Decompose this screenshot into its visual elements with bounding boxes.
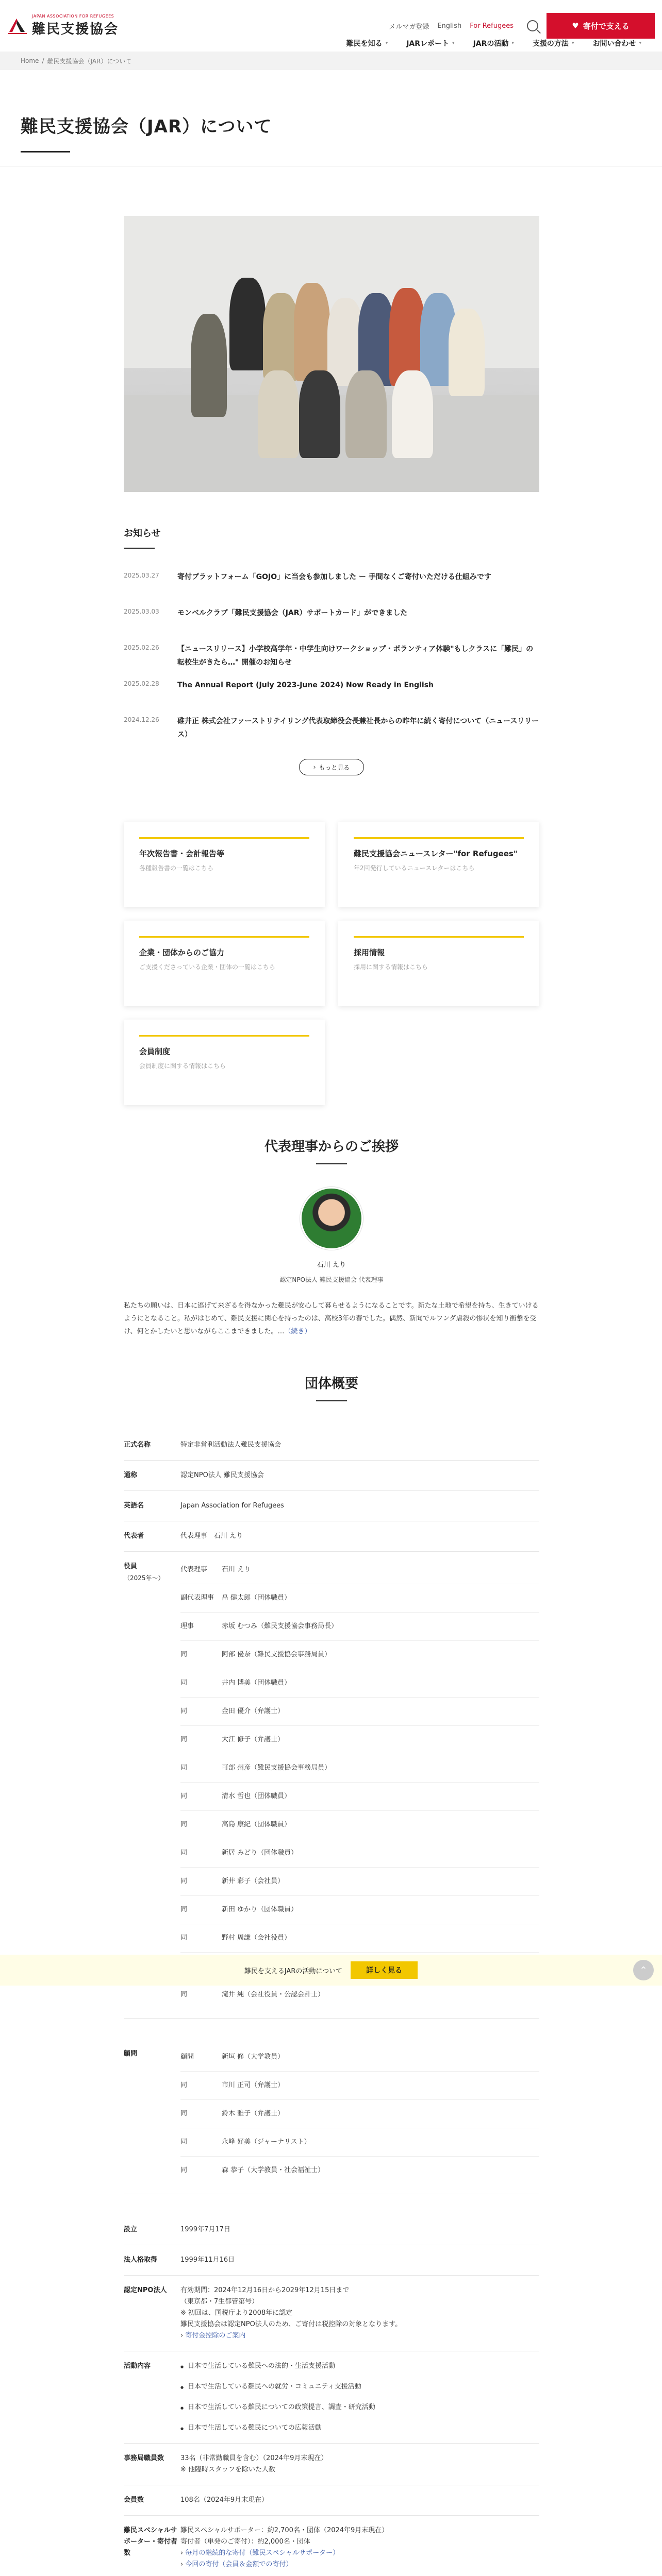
table-row [124, 1430, 539, 1461]
table-row [180, 1584, 539, 1613]
person-name: 可部 州彦（難民支援協会事務局員） [222, 1764, 332, 1772]
person-role: 同 [180, 1821, 188, 1828]
card-corporate[interactable] [124, 921, 325, 1006]
heart-icon: ♥ [572, 21, 579, 30]
news-title[interactable]: 寄付プラットフォーム「GOJO」に当会も参加しました ー 手間なくご寄付いただける仕組みです [177, 573, 491, 581]
nav-item-contact[interactable]: お問い合わせ ▾ [583, 35, 651, 52]
news-heading-underline [124, 548, 155, 549]
row-value-line: 難民支援協会は認定NPO法人のため、ご寄付は税控除の対象となります。 [180, 2320, 402, 2328]
card-title: 採用情報 [354, 948, 385, 957]
person-role: 同 [180, 1707, 188, 1715]
news-list [124, 566, 539, 747]
table-row [180, 2043, 539, 2072]
person-role: 同 [180, 1849, 188, 1857]
greeting-heading-underline [316, 1163, 347, 1164]
card-desc: 採用に関する情報はこちら [354, 963, 428, 971]
table-row [180, 1669, 539, 1698]
card-accent-line [139, 837, 309, 839]
person-role: 同 [180, 1736, 188, 1743]
row-value-line: ※ 初回は、国税庁より2008年に認定 [180, 2309, 293, 2317]
monthly-donation-link[interactable]: 毎月の継続的な寄付（難民スペシャルサポーター） [185, 2549, 340, 2557]
row-key: 代表者 [124, 1532, 144, 1540]
donate-label: 寄付で支える [583, 21, 630, 31]
row-value: 108名（2024年9月末現在） [180, 2496, 269, 2504]
person-name: 永峰 好美（ジャーナリスト） [222, 2138, 311, 2146]
table-row [180, 1783, 539, 1811]
banner-button[interactable]: 詳しく見る [351, 1961, 418, 1979]
table-row [124, 2485, 539, 2516]
search-icon[interactable] [527, 20, 538, 31]
chevron-up-icon[interactable]: ⌃ [633, 1960, 654, 1980]
person-role: 同 [180, 1792, 188, 1800]
table-row [124, 2444, 539, 2485]
person-name: 新井 彩子（会社員） [222, 1877, 285, 1885]
news-item[interactable] [124, 566, 539, 602]
row-key: 通称 [124, 1471, 138, 1479]
person-name: 金田 優介（弁護士） [222, 1707, 285, 1715]
row-key: 難民スペシャルサポーター・寄付者数 [124, 2527, 178, 2557]
person-name: 阿部 優奈（難民支援協会事務局員） [222, 1651, 332, 1658]
list-item: ● 日本で生活している難民についての広報活動 [180, 2422, 539, 2434]
row-key: 英語名 [124, 1502, 144, 1510]
table-row [124, 2276, 539, 2351]
overview-heading-underline [316, 1400, 347, 1401]
banner-text: 難民を支えるJARの活動について [244, 1967, 343, 1975]
row-key: 設立 [124, 2226, 138, 2233]
person-role: 同 [180, 2110, 188, 2117]
row-key: 活動内容 [124, 2362, 151, 2370]
news-date: 2025.02.26 [124, 644, 159, 651]
news-item[interactable] [124, 602, 539, 638]
row-value-line: （東京都・7生都管第号） [180, 2298, 259, 2306]
greeting-text [124, 1299, 539, 1338]
arrow-icon: › [180, 2561, 184, 2568]
news-date: 2025.02.28 [124, 680, 159, 687]
greeting-heading: 代表理事からのご挨拶 [264, 1139, 399, 1155]
person-name: 新垣 修（大学教員） [222, 2053, 285, 2061]
table-row [180, 1868, 539, 1896]
news-title[interactable]: 【ニュースリリース】小学校高学年・中学生向けワークショップ・ボランティア体験"もしクラスに「難民」の転校生がきたら…" 開催のお知らせ [177, 645, 534, 667]
list-item: ● 日本で生活している難民への法的・生活支援活動 [180, 2361, 539, 2372]
table-row [124, 2245, 539, 2276]
person-name: 清水 哲也（団体職員） [222, 1792, 291, 1800]
chevron-right-icon: › [313, 764, 316, 771]
news-heading: お知らせ [124, 528, 161, 539]
person-name: 新田 ゆかり（団体職員） [222, 1906, 298, 1913]
table-row [180, 1641, 539, 1669]
arrow-icon: › [180, 2549, 184, 2557]
sticky-banner [0, 1955, 662, 1986]
news-date: 2025.03.03 [124, 608, 159, 615]
english-link[interactable]: English [437, 22, 462, 30]
tax-deduction-link[interactable]: 寄付金控除のご案内 [185, 2332, 246, 2340]
person-role: 同 [180, 1679, 188, 1687]
breadcrumb-separator: / [42, 57, 44, 64]
card-accent-line [354, 936, 524, 938]
row-key-sub: （2025年〜） [124, 1574, 164, 1582]
table-row-officers [124, 1552, 539, 2019]
card-accent-line [139, 936, 309, 938]
news-date: 2024.12.26 [124, 716, 159, 723]
person-name: 鈴木 雅子（弁護士） [222, 2110, 285, 2117]
table-row [124, 1521, 539, 1552]
row-value-line: 難民スペシャルサポーター：約2,700名・団体（2024年9月末現在） [180, 2527, 389, 2534]
row-value: 代表理事 石川 えり [180, 1532, 243, 1540]
advisors-list [180, 2043, 539, 2184]
nav-item-activities[interactable]: JARの活動 ▾ [464, 35, 523, 52]
row-value: 特定非営利活動法人難民支援協会 [180, 1441, 282, 1449]
row-value: 1999年11月16日 [180, 2256, 235, 2264]
representative-name: 石川 えり [317, 1261, 346, 1269]
card-accent-line [139, 1035, 309, 1037]
person-name: 森 恭子（大学教員・社会福祉士） [222, 2166, 325, 2174]
person-name: 高島 康紀（団体職員） [222, 1821, 291, 1828]
card-title: 会員制度 [139, 1047, 171, 1056]
row-value: 認定NPO法人 難民支援協会 [180, 1471, 264, 1479]
row-key: 事務局職員数 [124, 2454, 164, 2462]
officers-list [180, 1556, 539, 2009]
overview-table [124, 1430, 539, 2576]
card-annual-report[interactable] [124, 822, 325, 907]
for-refugees-link[interactable]: For Refugees [470, 22, 514, 30]
person-role: 同 [180, 1991, 188, 1998]
table-row [124, 1491, 539, 1521]
main-nav [337, 35, 651, 52]
row-value-line: 33名（非常勤職員を含む）（2024年9月末現在） [180, 2454, 328, 2462]
table-row [180, 1613, 539, 1641]
card-title: 年次報告書・会計報告等 [139, 849, 225, 858]
logo[interactable] [7, 14, 119, 38]
person-role: 同 [180, 2166, 188, 2174]
table-row [180, 1811, 539, 1839]
news-item[interactable] [124, 674, 539, 710]
card-newsletter[interactable] [338, 822, 539, 907]
person-role: 顧問 [180, 2053, 194, 2061]
card-membership[interactable] [124, 1020, 325, 1105]
title-underline [21, 151, 70, 152]
nav-item-learn[interactable]: 難民を知る ▾ [337, 35, 398, 52]
representative-role: 認定NPO法人 難民支援協会 代表理事 [279, 1276, 384, 1283]
card-recruit[interactable] [338, 921, 539, 1006]
person-name: 大江 修子（弁護士） [222, 1736, 285, 1743]
newsletter-link[interactable]: メルマガ登録 [389, 23, 429, 31]
person-role: 同 [180, 1934, 188, 1942]
card-title: 企業・団体からのご協力 [139, 948, 225, 957]
news-title[interactable]: 碓井正 株式会社ファーストリテイリング代表取締役会長兼社長からの昨年に続く寄付について（ニュースリリース） [177, 717, 539, 739]
breadcrumb-current: 難民支援協会（JAR）について [47, 57, 132, 65]
news-item[interactable] [124, 638, 539, 674]
table-row [180, 2072, 539, 2100]
activities-list [180, 2361, 539, 2434]
more-news-label: もっと見る [319, 764, 350, 771]
card-desc: ご支援くださっている企業・団体の一覧はこちら [139, 963, 276, 971]
table-row [180, 1924, 539, 1953]
table-row [124, 2516, 539, 2576]
table-row-advisors [124, 2039, 539, 2194]
news-title[interactable]: モンベルクラブ「難民支援協会（JAR）サポートカード」ができました [177, 609, 408, 617]
overview-heading: 団体概要 [304, 1376, 358, 1392]
list-item: ● 日本で生活している難民についての政策提言、調査・研究活動 [180, 2402, 539, 2413]
table-row [180, 1754, 539, 1783]
table-row [124, 1461, 539, 1491]
person-name: 野村 周謙（会社役員） [222, 1934, 291, 1942]
table-row [124, 2215, 539, 2245]
table-row [180, 2128, 539, 2157]
logo-title: 難民支援協会 [32, 22, 119, 37]
card-desc: 各種報告書の一覧はこちら [139, 865, 214, 872]
row-key: 認定NPO法人 [124, 2286, 167, 2294]
one-time-donation-link[interactable]: 今回の寄付（会員＆金額での寄付） [185, 2561, 293, 2568]
row-value-line: ※ 他臨時スタッフを除いた人数 [180, 2466, 276, 2473]
person-name: 市川 正司（弁護士） [222, 2081, 285, 2089]
person-role: 同 [180, 1651, 188, 1658]
card-title: 難民支援協会ニュースレター"for Refugees" [354, 849, 518, 858]
group-photo [124, 216, 539, 492]
person-role: 同 [180, 1906, 188, 1913]
person-role: 理事 [180, 1622, 194, 1630]
row-key: 法人格取得 [124, 2256, 158, 2264]
page-title: 難民支援協会（JAR）について [21, 116, 272, 137]
person-name: 滝井 純（会社役員・公認会計士） [222, 1991, 325, 1998]
table-row [180, 2157, 539, 2184]
card-desc: 年2回発行しているニュースレターはこちら [354, 865, 475, 872]
person-role: 代表理事 [180, 1566, 208, 1573]
link-cards [124, 822, 539, 1105]
table-row [180, 1896, 539, 1924]
person-role: 同 [180, 1877, 188, 1885]
person-role: 同 [180, 2081, 188, 2089]
breadcrumb [0, 52, 662, 70]
logo-icon [7, 16, 28, 35]
person-name: 井内 博美（団体職員） [222, 1679, 291, 1687]
card-desc: 会員制度に関する情報はこちら [139, 1062, 226, 1070]
person-role: 同 [180, 1764, 188, 1772]
row-value: 1999年7月17日 [180, 2226, 230, 2233]
row-value-line: 有効期間：2024年12月16日から2029年12月15日まで [180, 2286, 350, 2294]
person-name: 赤坂 むつみ（難民支援協会事務局長） [222, 1622, 338, 1630]
card-accent-line [354, 837, 524, 839]
table-row [180, 1726, 539, 1754]
arrow-icon: › [180, 2332, 184, 2340]
row-key: 顧問 [124, 2050, 138, 2058]
news-title[interactable]: The Annual Report (July 2023-June 2024) Now Ready in English [177, 681, 434, 689]
table-row [180, 1698, 539, 1726]
table-row [180, 1839, 539, 1868]
table-row [124, 2351, 539, 2444]
row-key: 会員数 [124, 2496, 144, 2504]
person-name: 新居 みどり（団体職員） [222, 1849, 298, 1857]
logo-subtitle: JAPAN ASSOCIATION FOR REFUGEES [32, 14, 114, 19]
table-row [180, 1556, 539, 1584]
table-row [180, 2100, 539, 2128]
greeting-body: 私たちの願いは、日本に逃げて来ざるを得なかった難民が安心して暮らせるようになることです。新たな土地で希望を持ち、生きていけるようにとなること。私がはじめて、難民支援に関心を持ったのは、高校3年の春でした。偶然、新聞でルワンダ虐殺の惨状を知り衝撃を受け、何とかしたいと思いながらここまできました。… [124, 1302, 539, 1335]
more-news-button[interactable] [299, 759, 364, 775]
breadcrumb-home[interactable]: Home [21, 57, 39, 64]
person-role: 同 [180, 2138, 188, 2146]
read-more-link[interactable]: （続き） [284, 1328, 311, 1335]
row-value-line: 寄付者（単発のご寄付）：約2,000名・団体 [180, 2538, 310, 2546]
nav-item-support[interactable]: 支援の方法 ▾ [523, 35, 584, 52]
row-value: Japan Association for Refugees [180, 1502, 284, 1510]
person-name: 畠 健太郎（団体職員） [222, 1594, 291, 1602]
news-date: 2025.03.27 [124, 572, 159, 579]
person-role: 副代表理事 [180, 1594, 214, 1602]
row-key: 役員 [124, 1563, 138, 1570]
avatar [300, 1187, 363, 1250]
nav-item-report[interactable]: JARレポート ▾ [397, 35, 464, 52]
news-item[interactable] [124, 710, 539, 747]
person-name: 石川 えり [222, 1566, 251, 1573]
list-item: ● 日本で生活している難民への就労・コミュニティ支援活動 [180, 2381, 539, 2393]
row-key: 正式名称 [124, 1441, 151, 1449]
